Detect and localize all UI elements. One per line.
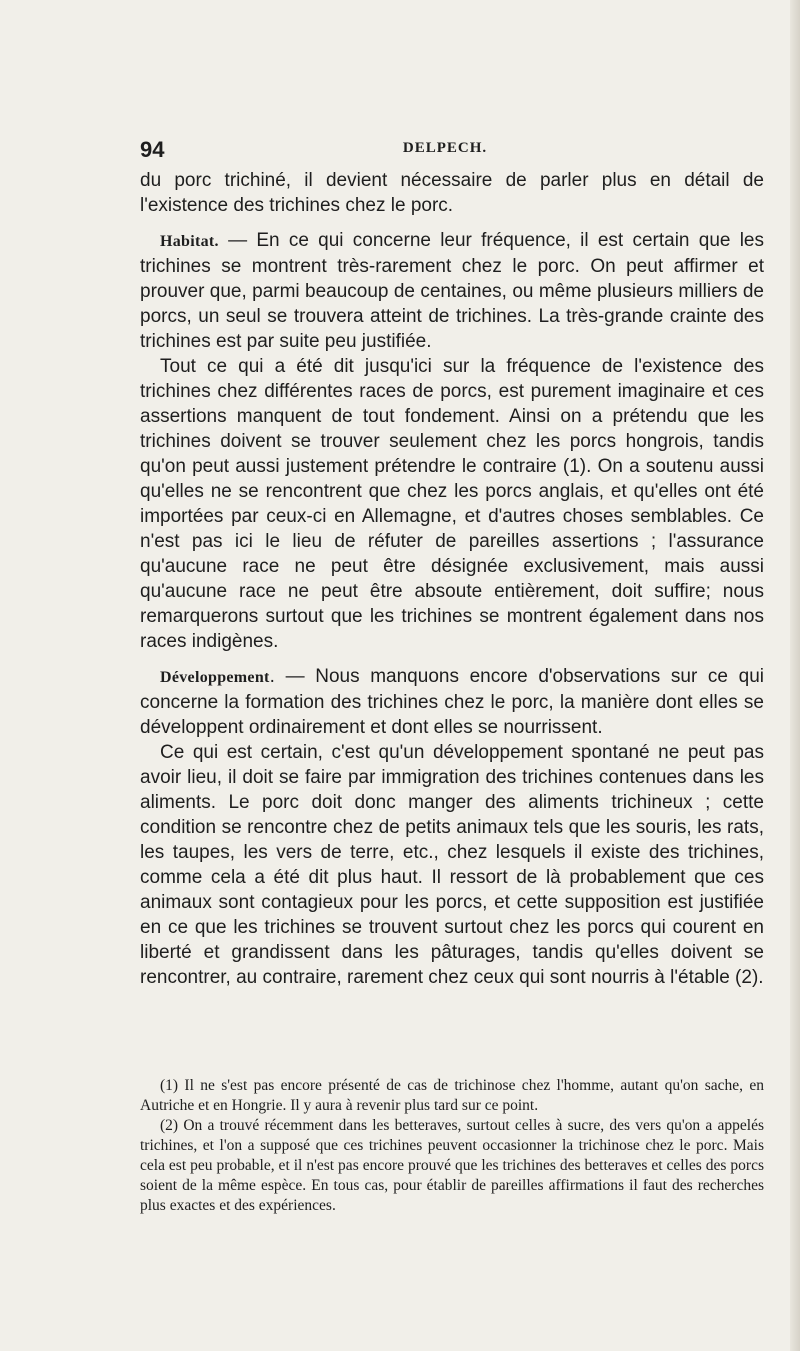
page-number: 94 bbox=[140, 137, 165, 162]
page-edge-shadow bbox=[790, 0, 800, 1351]
footnote-1: (1) Il ne s'est pas encore présenté de cas de trichinose chez l'homme, autant qu'on sache, en Autriche et en Hongrie. Il y aura à revenir plus tard sur ce point. bbox=[140, 1077, 764, 1114]
running-head: DELPECH. bbox=[402, 140, 488, 156]
continuation-paragraph: du porc trichiné, il devient nécessaire de parler plus en détail de l'existence des trichines chez le porc. bbox=[140, 170, 764, 216]
habitat-paragraph bbox=[140, 228, 764, 354]
developpement-paragraph bbox=[140, 664, 764, 740]
footnotes bbox=[140, 1076, 764, 1216]
footnote-2: (2) On a trouvé récemment dans les betteraves, surtout celles à sucre, des vers qu'on a appelés trichines, et l'on a supposé que ces trichines peuvent occasionner la trichinose chez le porc. Mais cela est peu probable, et il n'est pas encore prouvé que les trichines des betteraves et celles des porcs soient de la même espèce. En tous cas, pour établir de pareilles affirmations il faut des recherches plus exactes et des expériences. bbox=[140, 1117, 764, 1214]
page-header bbox=[140, 137, 760, 163]
habitat-second-paragraph: Tout ce qui a été dit jusqu'ici sur la fréquence de l'existence des trichines chez différentes races de porcs, est purement imaginaire et ces assertions manquent de tout fondement. Ainsi on a prétendu que les trichines doivent se trouver seulement chez les porcs hongrois, tandis qu'on peut aussi justement prétendre le contraire (1). On a soutenu aussi qu'elles ne se rencontrent que chez les porcs anglais, et qu'elles ont été importées par ceux-ci en Allemagne, et d'autres choses semblables. Ce n'est pas ici le lieu de réfuter de pareilles assertions ; l'assurance qu'aucune race ne peut être désignée exclusivement, mais aussi qu'aucune race ne peut être absoute entièrement, doit suffire; nous remarquerons surtout que les trichines se montrent également dans nos races indigènes. bbox=[140, 356, 764, 652]
habitat-text: — En ce qui concerne leur fréquence, il est certain que les trichines se montrent très-rarement chez le porc. On peut affirmer et prouver que, parmi beaucoup de centaines, ou même plusieurs milliers de porcs, un seul se trouvera atteint de trichines. La très-grande crainte des trichines est par suite peu justifiée. bbox=[140, 230, 764, 352]
habitat-rubric: Habitat. bbox=[160, 233, 219, 250]
developpement-second-paragraph: Ce qui est certain, c'est qu'un développement spontané ne peut pas avoir lieu, il doit se faire par immigration des trichines contenues dans les aliments. Le porc doit donc manger des aliments trichineux ; cette condition se rencontre chez de petits animaux tels que les souris, les rats, les taupes, les vers de terre, etc., chez lesquels il existe des trichines, comme cela a été dit plus haut. Il ressort de là probablement que ces animaux sont contagieux pour les porcs, et cette supposition est justifiée en ce que les trichines se trouvent surtout chez les porcs qui courent en liberté et grandissent dans les pâturages, tandis qu'elles doivent se rencontrer, au contraire, rarement chez ceux qui sont nourris à l'étable (2). bbox=[140, 742, 764, 988]
body-text bbox=[140, 168, 764, 990]
developpement-rubric: Développement bbox=[160, 669, 270, 686]
developpement-text: . — Nous manquons encore d'observations sur ce qui concerne la formation des trichines chez le porc, la manière dont elles se développent ordinairement et dont elles se nourrissent. bbox=[140, 666, 764, 738]
